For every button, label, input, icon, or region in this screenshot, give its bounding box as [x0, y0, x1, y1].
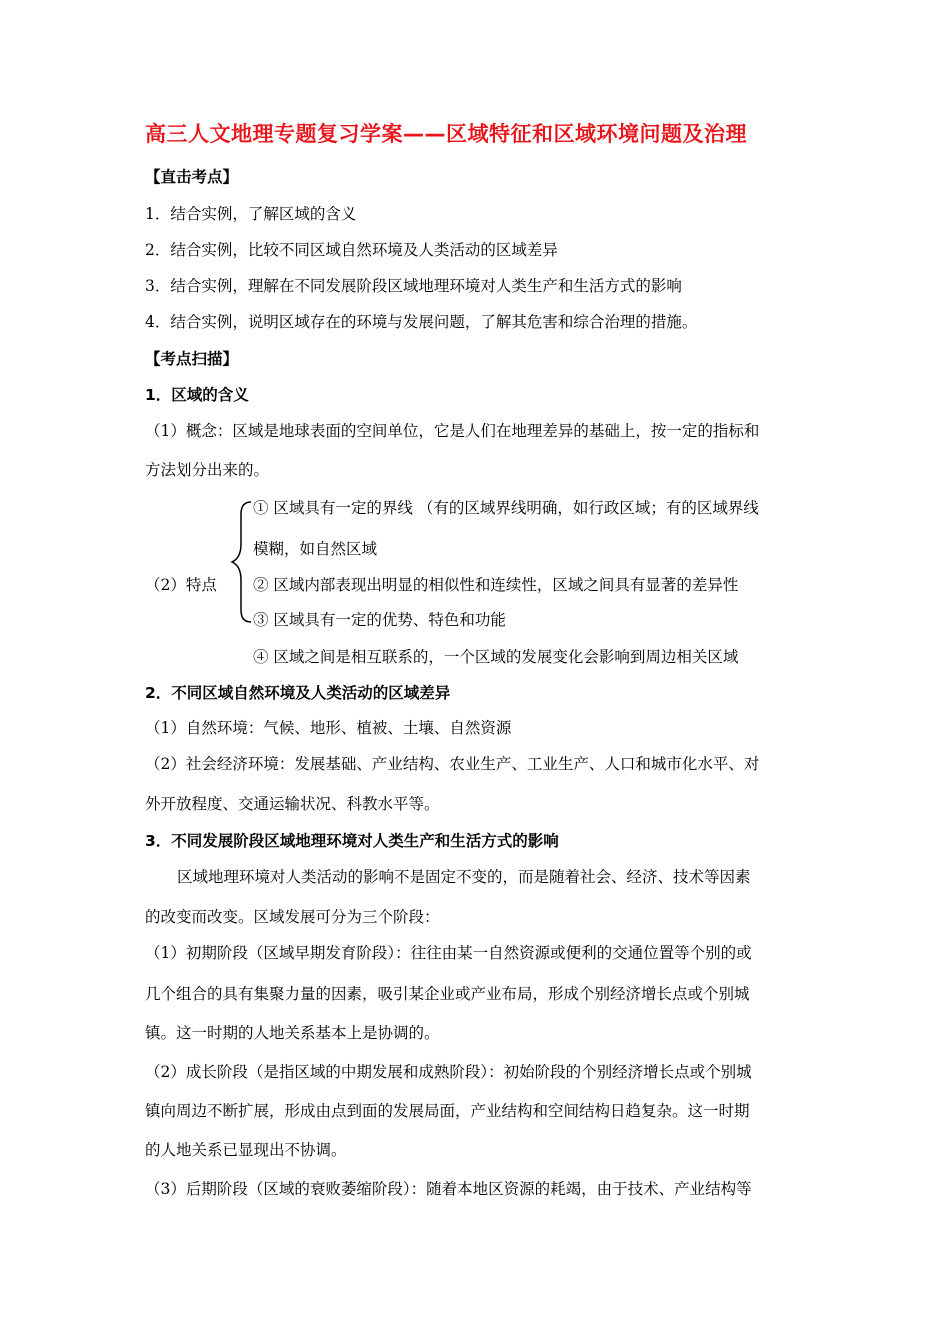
zhiji-item-4: 4．结合实例，说明区域存在的环境与发展问题，了解其危害和综合治理的措施。 — [145, 313, 698, 331]
section-3-stage-2-line-1: （2）成长阶段（是指区域的中期发展和成熟阶段）：初始阶段的个别经济增长点或个别城 — [145, 1063, 752, 1081]
section-3-stage-2-line-2: 镇向周边不断扩展，形成由点到面的发展局面，产业结构和空间结构日趋复杂。这一时期 — [145, 1102, 750, 1120]
section-heading-saomiao: 【考点扫描】 — [145, 350, 239, 368]
section-1-concept-line-1: （1）概念：区域是地球表面的空间单位，它是人们在地理差异的基础上，按一定的指标和 — [145, 422, 760, 440]
section-2-line-2: （2）社会经济环境：发展基础、产业结构、农业生产、工业生产、人口和城市化水平、对 — [145, 755, 760, 773]
document-title: 高三人文地理专题复习学案——区域特征和区域环境问题及治理 — [145, 122, 747, 146]
section-1-concept-line-2: 方法划分出来的。 — [145, 461, 270, 479]
section-1-feature-3: ③ 区域具有一定的优势、特色和功能 — [253, 611, 506, 629]
section-3-stage-2-line-3: 的人地关系已显现出不协调。 — [145, 1141, 347, 1159]
zhiji-item-2: 2．结合实例，比较不同区域自然环境及人类活动的区域差异 — [145, 241, 558, 259]
section-1-feature-1: ① 区域具有一定的界线 （有的区域界线明确，如行政区域；有的区域界线 — [253, 499, 759, 517]
curly-brace-icon — [224, 500, 254, 624]
zhiji-item-3: 3．结合实例，理解在不同发展阶段区域地理环境对人类生产和生活方式的影响 — [145, 277, 682, 295]
section-heading-zhiji: 【直击考点】 — [145, 168, 239, 186]
section-3-intro-line-2: 的改变而改变。区域发展可分为三个阶段： — [145, 908, 440, 926]
section-1-feature-4: ④ 区域之间是相互联系的，一个区域的发展变化会影响到周边相关区域 — [253, 648, 739, 666]
section-2-line-1: （1）自然环境：气候、地形、植被、土壤、自然资源 — [145, 719, 512, 737]
section-1-heading: 1．区域的含义 — [145, 386, 249, 404]
section-3-intro-line-1: 区域地理环境对人类活动的影响不是固定不变的，而是随着社会、经济、技术等因素 — [177, 868, 751, 886]
section-3-stage-1-line-2: 几个组合的具有集聚力量的因素，吸引某企业或产业布局，形成个别经济增长点或个别城 — [145, 985, 750, 1003]
zhiji-item-1: 1．结合实例，了解区域的含义 — [145, 205, 357, 223]
section-2-heading: 2．不同区域自然环境及人类活动的区域差异 — [145, 684, 451, 702]
section-1-feature-label: （2）特点 — [145, 576, 217, 594]
section-3-stage-3-line-1: （3）后期阶段（区域的衰败萎缩阶段）：随着本地区资源的耗竭，由于技术、产业结构等 — [145, 1180, 752, 1198]
section-2-line-3: 外开放程度、交通运输状况、科教水平等。 — [145, 795, 440, 813]
section-1-feature-1-cont: 模糊，如自然区域 — [253, 540, 378, 558]
section-1-feature-2: ② 区域内部表现出明显的相似性和连续性，区域之间具有显著的差异性 — [253, 576, 739, 594]
section-3-heading: 3．不同发展阶段区域地理环境对人类生产和生活方式的影响 — [145, 832, 559, 850]
section-3-stage-1-line-3: 镇。这一时期的人地关系基本上是协调的。 — [145, 1024, 440, 1042]
section-3-stage-1-line-1: （1）初期阶段（区域早期发育阶段）：往往由某一自然资源或便利的交通位置等个别的或 — [145, 944, 752, 962]
